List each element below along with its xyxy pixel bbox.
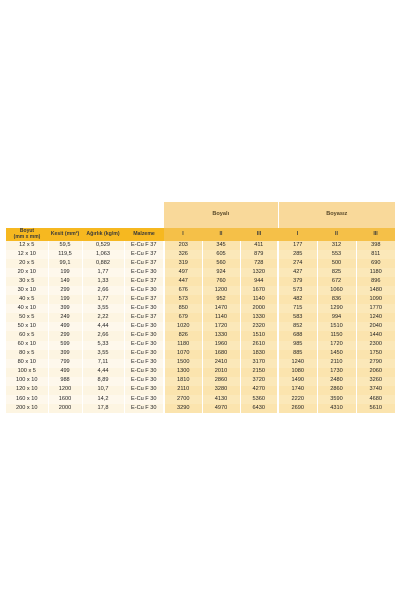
cell-section: 59,5 xyxy=(48,241,82,250)
cell-unpainted-2: 553 xyxy=(317,250,356,259)
cell-unpainted-2: 312 xyxy=(317,241,356,250)
cell-size: 40 x 10 xyxy=(6,304,48,313)
cell-unpainted-2: 2480 xyxy=(317,377,356,386)
cell-unpainted-3: 2040 xyxy=(356,322,395,331)
cell-unpainted-3: 2060 xyxy=(356,368,395,377)
cell-painted-2: 760 xyxy=(202,277,240,286)
cell-weight: 2,66 xyxy=(82,331,124,340)
cell-size: 30 x 10 xyxy=(6,286,48,295)
cell-painted-2: 345 xyxy=(202,241,240,250)
cell-weight: 7,11 xyxy=(82,359,124,368)
cell-section: 399 xyxy=(48,350,82,359)
table-row xyxy=(6,322,395,331)
cell-weight: 4,44 xyxy=(82,368,124,377)
cell-unpainted-1: 2690 xyxy=(278,404,317,413)
col-header-size-line2: (mm x mm) xyxy=(13,233,41,240)
cell-section: 499 xyxy=(48,322,82,331)
cell-unpainted-3: 2300 xyxy=(356,341,395,350)
cell-painted-1: 1500 xyxy=(164,359,202,368)
cell-painted-1: 2700 xyxy=(164,395,202,404)
group-header-unpainted: Boyasız xyxy=(278,202,395,228)
cell-weight: 17,8 xyxy=(82,404,124,413)
cell-weight: 5,33 xyxy=(82,341,124,350)
cell-weight: 8,89 xyxy=(82,377,124,386)
cell-unpainted-3: 2790 xyxy=(356,359,395,368)
cell-section: 199 xyxy=(48,295,82,304)
cell-painted-1: 1070 xyxy=(164,350,202,359)
cell-unpainted-3: 811 xyxy=(356,250,395,259)
current-capacity-table xyxy=(6,202,395,413)
cell-painted-2: 952 xyxy=(202,295,240,304)
table-row xyxy=(6,241,395,250)
cell-material: E-Cu F 30 xyxy=(124,268,164,277)
col-header-painted-2: II xyxy=(202,228,240,241)
cell-unpainted-3: 1440 xyxy=(356,331,395,340)
cell-unpainted-2: 1730 xyxy=(317,368,356,377)
cell-material: E-Cu F 30 xyxy=(124,368,164,377)
cell-painted-2: 1960 xyxy=(202,341,240,350)
group-header-painted: Boyalı xyxy=(164,202,278,228)
cell-unpainted-2: 1720 xyxy=(317,341,356,350)
table-row xyxy=(6,404,395,413)
cell-painted-1: 326 xyxy=(164,250,202,259)
cell-material: E-Cu F 37 xyxy=(124,295,164,304)
cell-painted-3: 2610 xyxy=(240,341,278,350)
cell-painted-1: 3290 xyxy=(164,404,202,413)
cell-painted-2: 924 xyxy=(202,268,240,277)
cell-painted-3: 2150 xyxy=(240,368,278,377)
cell-painted-3: 4270 xyxy=(240,386,278,395)
table-row xyxy=(6,286,395,295)
cell-weight: 14,2 xyxy=(82,395,124,404)
cell-size: 20 x 10 xyxy=(6,268,48,277)
cell-painted-3: 1830 xyxy=(240,350,278,359)
cell-weight: 1,33 xyxy=(82,277,124,286)
cell-unpainted-2: 2110 xyxy=(317,359,356,368)
cell-weight: 1,063 xyxy=(82,250,124,259)
cell-painted-1: 447 xyxy=(164,277,202,286)
cell-size: 100 x 5 xyxy=(6,368,48,377)
cell-painted-2: 1200 xyxy=(202,286,240,295)
cell-size: 12 x 10 xyxy=(6,250,48,259)
cell-size: 40 x 5 xyxy=(6,295,48,304)
cell-unpainted-2: 1150 xyxy=(317,331,356,340)
cell-size: 60 x 5 xyxy=(6,331,48,340)
cell-material: E-Cu F 30 xyxy=(124,331,164,340)
cell-painted-1: 497 xyxy=(164,268,202,277)
cell-painted-3: 944 xyxy=(240,277,278,286)
cell-unpainted-3: 690 xyxy=(356,259,395,268)
group-header-blank xyxy=(6,202,164,228)
cell-painted-2: 2860 xyxy=(202,377,240,386)
cell-unpainted-3: 4680 xyxy=(356,395,395,404)
cell-painted-3: 3720 xyxy=(240,377,278,386)
cell-painted-3: 1140 xyxy=(240,295,278,304)
cell-painted-1: 826 xyxy=(164,331,202,340)
cell-unpainted-1: 274 xyxy=(278,259,317,268)
cell-section: 1600 xyxy=(48,395,82,404)
cell-weight: 3,55 xyxy=(82,304,124,313)
cell-painted-2: 560 xyxy=(202,259,240,268)
cell-unpainted-3: 3740 xyxy=(356,386,395,395)
cell-unpainted-2: 1450 xyxy=(317,350,356,359)
col-header-section: Kesit (mm²) xyxy=(48,228,82,241)
cell-painted-2: 4970 xyxy=(202,404,240,413)
cell-unpainted-3: 5610 xyxy=(356,404,395,413)
table-row xyxy=(6,386,395,395)
table-row xyxy=(6,359,395,368)
table-row xyxy=(6,331,395,340)
cell-unpainted-1: 985 xyxy=(278,341,317,350)
cell-material: E-Cu F 30 xyxy=(124,359,164,368)
cell-material: E-Cu F 37 xyxy=(124,250,164,259)
cell-material: E-Cu F 30 xyxy=(124,395,164,404)
cell-painted-2: 2010 xyxy=(202,368,240,377)
cell-weight: 0,882 xyxy=(82,259,124,268)
cell-size: 80 x 5 xyxy=(6,350,48,359)
cell-size: 100 x 10 xyxy=(6,377,48,386)
table-row xyxy=(6,277,395,286)
cell-unpainted-1: 852 xyxy=(278,322,317,331)
cell-material: E-Cu F 30 xyxy=(124,322,164,331)
cell-painted-1: 679 xyxy=(164,313,202,322)
cell-unpainted-3: 896 xyxy=(356,277,395,286)
cell-unpainted-3: 1480 xyxy=(356,286,395,295)
cell-weight: 4,44 xyxy=(82,322,124,331)
cell-painted-1: 2110 xyxy=(164,386,202,395)
table-row xyxy=(6,395,395,404)
cell-painted-1: 319 xyxy=(164,259,202,268)
cell-unpainted-3: 1240 xyxy=(356,313,395,322)
cell-weight: 2,22 xyxy=(82,313,124,322)
cell-material: E-Cu F 30 xyxy=(124,377,164,386)
cell-material: E-Cu F 37 xyxy=(124,259,164,268)
col-header-unpainted-3: III xyxy=(356,228,395,241)
group-header-row xyxy=(6,202,395,228)
cell-section: 1200 xyxy=(48,386,82,395)
cell-painted-3: 1510 xyxy=(240,331,278,340)
cell-painted-2: 3280 xyxy=(202,386,240,395)
cell-unpainted-1: 379 xyxy=(278,277,317,286)
cell-painted-3: 1320 xyxy=(240,268,278,277)
cell-section: 99,1 xyxy=(48,259,82,268)
cell-painted-1: 1180 xyxy=(164,341,202,350)
cell-unpainted-2: 4310 xyxy=(317,404,356,413)
cell-painted-3: 1670 xyxy=(240,286,278,295)
cell-unpainted-1: 1240 xyxy=(278,359,317,368)
cell-painted-2: 2410 xyxy=(202,359,240,368)
col-header-painted-3: III xyxy=(240,228,278,241)
cell-unpainted-2: 672 xyxy=(317,277,356,286)
cell-painted-2: 4130 xyxy=(202,395,240,404)
cell-unpainted-1: 1740 xyxy=(278,386,317,395)
cell-painted-2: 1470 xyxy=(202,304,240,313)
cell-painted-3: 3170 xyxy=(240,359,278,368)
cell-painted-2: 605 xyxy=(202,250,240,259)
cell-painted-3: 6430 xyxy=(240,404,278,413)
cell-section: 499 xyxy=(48,368,82,377)
cell-unpainted-1: 177 xyxy=(278,241,317,250)
cell-section: 149 xyxy=(48,277,82,286)
cell-unpainted-3: 398 xyxy=(356,241,395,250)
cell-weight: 10,7 xyxy=(82,386,124,395)
cell-unpainted-1: 1490 xyxy=(278,377,317,386)
cell-section: 988 xyxy=(48,377,82,386)
col-header-unpainted-2: II xyxy=(317,228,356,241)
cell-material: E-Cu F 30 xyxy=(124,341,164,350)
cell-unpainted-1: 285 xyxy=(278,250,317,259)
table-row xyxy=(6,368,395,377)
cell-unpainted-1: 2220 xyxy=(278,395,317,404)
col-header-material: Malzeme xyxy=(124,228,164,241)
cell-painted-1: 203 xyxy=(164,241,202,250)
cell-painted-3: 411 xyxy=(240,241,278,250)
cell-material: E-Cu F 37 xyxy=(124,277,164,286)
cell-weight: 1,77 xyxy=(82,295,124,304)
cell-painted-2: 1720 xyxy=(202,322,240,331)
table-row xyxy=(6,377,395,386)
cell-unpainted-3: 3260 xyxy=(356,377,395,386)
cell-painted-3: 879 xyxy=(240,250,278,259)
col-header-unpainted-1: I xyxy=(278,228,317,241)
cell-material: E-Cu F 37 xyxy=(124,241,164,250)
cell-section: 299 xyxy=(48,286,82,295)
cell-unpainted-1: 715 xyxy=(278,304,317,313)
cell-unpainted-1: 1080 xyxy=(278,368,317,377)
cell-section: 2000 xyxy=(48,404,82,413)
cell-painted-3: 728 xyxy=(240,259,278,268)
cell-unpainted-3: 1750 xyxy=(356,350,395,359)
cell-unpainted-2: 836 xyxy=(317,295,356,304)
cell-weight: 0,529 xyxy=(82,241,124,250)
cell-unpainted-1: 427 xyxy=(278,268,317,277)
cell-unpainted-2: 1290 xyxy=(317,304,356,313)
col-header-size-line1: Boyut xyxy=(19,228,35,235)
cell-size: 50 x 10 xyxy=(6,322,48,331)
cell-section: 119,5 xyxy=(48,250,82,259)
cell-section: 249 xyxy=(48,313,82,322)
cell-unpainted-1: 885 xyxy=(278,350,317,359)
cell-unpainted-2: 1510 xyxy=(317,322,356,331)
cell-section: 199 xyxy=(48,268,82,277)
cell-painted-2: 1680 xyxy=(202,350,240,359)
cell-painted-1: 573 xyxy=(164,295,202,304)
cell-painted-1: 850 xyxy=(164,304,202,313)
cell-painted-3: 2000 xyxy=(240,304,278,313)
cell-size: 20 x 5 xyxy=(6,259,48,268)
cell-material: E-Cu F 30 xyxy=(124,404,164,413)
cell-unpainted-3: 1180 xyxy=(356,268,395,277)
cell-unpainted-3: 1090 xyxy=(356,295,395,304)
col-header-painted-1: I xyxy=(164,228,202,241)
cell-material: E-Cu F 37 xyxy=(124,313,164,322)
cell-size: 80 x 10 xyxy=(6,359,48,368)
cell-section: 399 xyxy=(48,304,82,313)
cell-weight: 3,55 xyxy=(82,350,124,359)
cell-unpainted-1: 583 xyxy=(278,313,317,322)
cell-material: E-Cu F 30 xyxy=(124,286,164,295)
cell-material: E-Cu F 30 xyxy=(124,350,164,359)
cell-painted-1: 1020 xyxy=(164,322,202,331)
cell-unpainted-2: 2860 xyxy=(317,386,356,395)
cell-unpainted-1: 688 xyxy=(278,331,317,340)
table-body xyxy=(6,241,395,413)
cell-painted-2: 1140 xyxy=(202,313,240,322)
column-header-row xyxy=(6,228,395,241)
cell-size: 200 x 10 xyxy=(6,404,48,413)
cell-unpainted-2: 3590 xyxy=(317,395,356,404)
table-row xyxy=(6,250,395,259)
cell-painted-1: 676 xyxy=(164,286,202,295)
cell-section: 599 xyxy=(48,341,82,350)
cell-size: 30 x 5 xyxy=(6,277,48,286)
table-row xyxy=(6,295,395,304)
cell-unpainted-1: 573 xyxy=(278,286,317,295)
col-header-weight: Ağırlık (kg/m) xyxy=(82,228,124,241)
cell-section: 799 xyxy=(48,359,82,368)
cell-unpainted-1: 482 xyxy=(278,295,317,304)
cell-size: 120 x 10 xyxy=(6,386,48,395)
table-row xyxy=(6,259,395,268)
col-header-size xyxy=(6,228,48,241)
cell-painted-1: 1810 xyxy=(164,377,202,386)
cell-painted-1: 1300 xyxy=(164,368,202,377)
cell-size: 160 x 10 xyxy=(6,395,48,404)
cell-size: 60 x 10 xyxy=(6,341,48,350)
cell-painted-3: 5360 xyxy=(240,395,278,404)
cell-unpainted-3: 1770 xyxy=(356,304,395,313)
cell-size: 12 x 5 xyxy=(6,241,48,250)
table-row xyxy=(6,341,395,350)
table-row xyxy=(6,350,395,359)
cell-size: 50 x 5 xyxy=(6,313,48,322)
cell-painted-3: 1330 xyxy=(240,313,278,322)
cell-unpainted-2: 500 xyxy=(317,259,356,268)
cell-material: E-Cu F 30 xyxy=(124,386,164,395)
cell-unpainted-2: 1060 xyxy=(317,286,356,295)
cell-painted-3: 2320 xyxy=(240,322,278,331)
table-row xyxy=(6,304,395,313)
cell-weight: 1,77 xyxy=(82,268,124,277)
table-row xyxy=(6,268,395,277)
cell-material: E-Cu F 30 xyxy=(124,304,164,313)
table-row xyxy=(6,313,395,322)
cell-unpainted-2: 825 xyxy=(317,268,356,277)
cell-unpainted-2: 994 xyxy=(317,313,356,322)
cell-section: 299 xyxy=(48,331,82,340)
cell-painted-2: 1330 xyxy=(202,331,240,340)
cell-weight: 2,66 xyxy=(82,286,124,295)
